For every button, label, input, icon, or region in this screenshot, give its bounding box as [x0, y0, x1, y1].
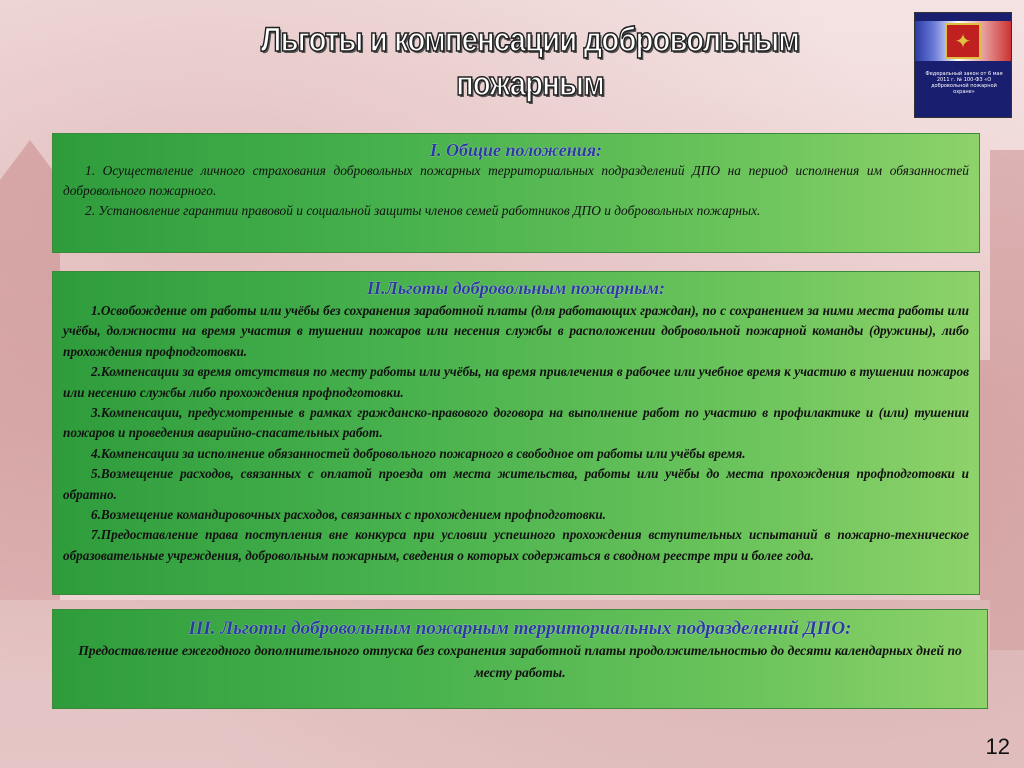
- section1-heading: I. Общие положения:: [430, 140, 602, 160]
- section1-item: 1. Осуществление личного страхования добровольных пожарных территориальных подразделений ДПО на период исполнения им обязанностей добровольного пожарного.: [63, 163, 969, 198]
- general-provisions-box: [52, 133, 980, 253]
- section2-item: 5.Возмещение расходов, связанных с оплатой проезда от места жительства, работы или учёбы до места прохождения профподготовки и обратно.: [63, 466, 969, 502]
- territorial-benefits-box: [52, 609, 988, 709]
- section1-item: 2. Установление гарантии правовой и социальной защиты членов семей работников ДПО и добровольных пожарных.: [85, 203, 761, 218]
- slide-title: [255, 18, 805, 106]
- section2-item: 3.Компенсации, предусмотренные в рамках гражданско-правового договора на выполнение работ по участию в профилактике и (или) тушении пожаров и проведения аварийно-спасательных работ.: [63, 405, 969, 441]
- section3-text: Предоставление ежегодного дополнительного отпуска без сохранения заработной платы продолжительностью до десяти календарных дней по месту работы.: [78, 643, 962, 680]
- emblem-icon: ✦: [945, 23, 981, 59]
- section3-heading: III. Льготы добровольным пожарным территориальных подразделений ДПО:: [188, 618, 852, 639]
- section2-item: 2.Компенсации за время отсутствия по месту работы или учёбы, на время привлечения в рабочее или учебное время к участию в тушении пожаров или несению службы либо прохождения профподготовки.: [63, 364, 969, 400]
- page-number: 12: [985, 734, 1010, 759]
- law-caption: Федеральный закон от 6 мая 2011 г. № 100-ФЗ «О добровольной пожарной охране»: [925, 71, 1003, 95]
- slide-title-line2: пожарным: [456, 65, 604, 103]
- slide-title-line1: Льготы и компенсации добровольным: [260, 21, 800, 59]
- section2-item: 1.Освобождение от работы или учёбы без сохранения заработной платы (для работающих граждан), по с сохранением за ними места работы или учёбы, должности на время участия в тушении пожаров или несения службы в расположении добровольной пожарной команды (дружины), либо прохождения профподготовки.: [63, 303, 969, 359]
- section2-item: 4.Компенсации за исполнение обязанностей добровольного пожарного в свободное от работы или учёбы время.: [91, 445, 746, 461]
- law-cover-badge: [914, 12, 1012, 118]
- section2-heading: II.Льготы добровольным пожарным:: [366, 278, 666, 298]
- section2-item: 6.Возмещение командировочных расходов, связанных с прохождением профподготовки.: [91, 507, 606, 523]
- volunteer-benefits-box: [52, 271, 980, 595]
- section2-item: 7.Предоставление права поступления вне конкурса при условии успешного прохождения вступительных испытаний в пожарно-техническое образовательные учреждения, добровольным пожарным, сведения о которых содержаться в сводном реестре три и более года.: [63, 527, 969, 563]
